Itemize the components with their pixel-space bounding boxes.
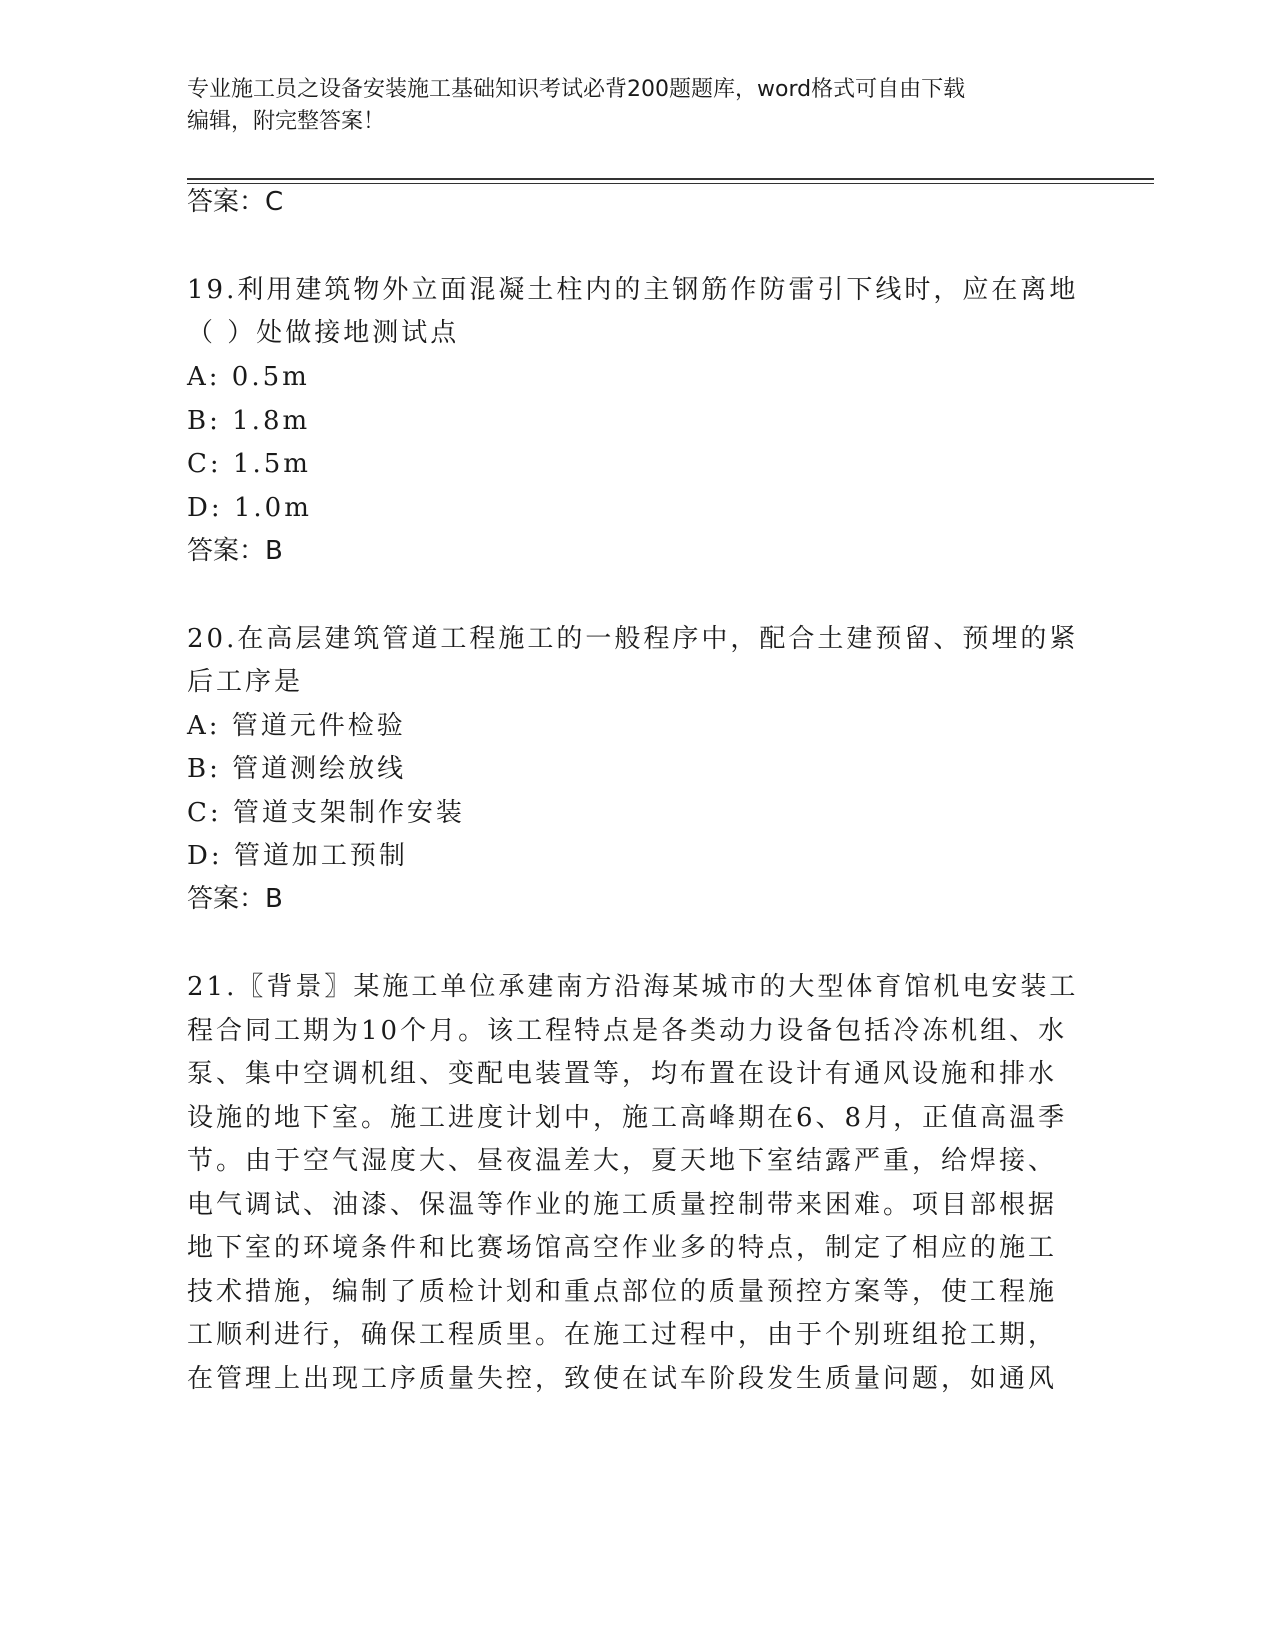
q21-text-line-2: 程合同工期为10个月。该工程特点是各类动力设备包括冷冻机组、水 <box>187 1016 1068 1046</box>
answer-previous: 答案：C <box>187 187 284 217</box>
q21-text-line-3: 泵、集中空调机组、变配电装置等，均布置在设计有通风设施和排水 <box>187 1059 1058 1089</box>
q21-text-line-1: 21.〖背景〗某施工单位承建南方沿海某城市的大型体育馆机电安装工 <box>187 972 1079 1002</box>
q21-text-line-8: 技术措施，编制了质检计划和重点部位的质量预控方案等，使工程施 <box>187 1277 1058 1307</box>
header-line-2: 编辑，附完整答案！ <box>187 109 386 134</box>
q21-text-line-5: 节。由于空气湿度大、昼夜温差大，夏天地下室结露严重，给焊接、 <box>187 1146 1058 1176</box>
q21-text-line-7: 地下室的环境条件和比赛场馆高空作业多的特点，制定了相应的施工 <box>187 1233 1058 1263</box>
q20-stem-line-2: 后工序是 <box>187 667 304 697</box>
document-header <box>187 74 1067 138</box>
q19-option-c: C: 1.5m <box>187 449 311 479</box>
q19-stem-line-2: （ ）处做接地测试点 <box>187 318 460 348</box>
q19-option-b: B: 1.8m <box>187 406 311 436</box>
header-line-1: 专业施工员之设备安装施工基础知识考试必背200题题库，word格式可自由下载 <box>187 77 966 102</box>
header-rule-thick <box>187 178 1154 180</box>
q20-stem-line-1: 20.在高层建筑管道工程施工的一般程序中，配合土建预留、预埋的紧 <box>187 624 1079 654</box>
q20-option-d: D: 管道加工预制 <box>187 841 408 871</box>
q20-answer: 答案：B <box>187 884 283 914</box>
q21-text-line-4: 设施的地下室。施工进度计划中，施工高峰期在6、8月，正值高温季 <box>187 1103 1068 1133</box>
q20-option-a: A: 管道元件检验 <box>187 711 406 741</box>
q19-option-a: A: 0.5m <box>187 362 310 392</box>
header-rule-thin <box>187 183 1154 184</box>
q21-text-line-9: 工顺利进行，确保工程质里。在施工过程中，由于个别班组抢工期， <box>187 1320 1058 1350</box>
q20-option-b: B: 管道测绘放线 <box>187 754 407 784</box>
q21-text-line-10: 在管理上出现工序质量失控，致使在试车阶段发生质量问题，如通风 <box>187 1364 1058 1394</box>
q19-answer: 答案：B <box>187 536 283 566</box>
q19-stem-line-1: 19.利用建筑物外立面混凝土柱内的主钢筋作防雷引下线时，应在离地 <box>187 275 1079 305</box>
q21-text-line-6: 电气调试、油漆、保温等作业的施工质量控制带来困难。项目部根据 <box>187 1190 1058 1220</box>
q19-option-d: D: 1.0m <box>187 493 312 523</box>
q20-option-c: C: 管道支架制作安装 <box>187 798 465 828</box>
